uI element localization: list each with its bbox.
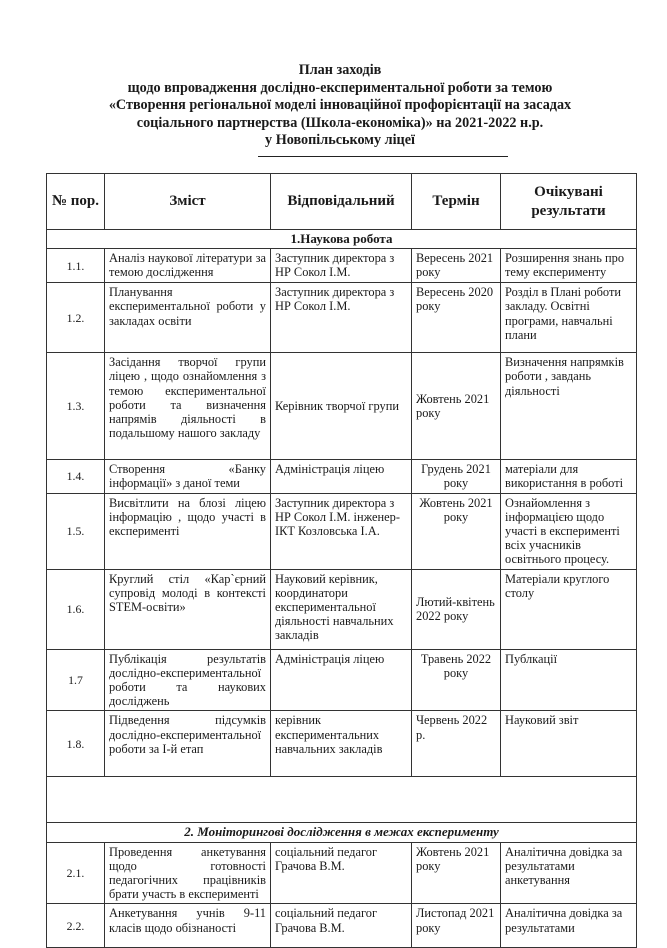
table-row [47, 649, 637, 711]
title-line-5: у Новопільському ліцеї [265, 132, 415, 148]
title-line-1: План заходів [298, 62, 382, 78]
spacer-cell [47, 777, 637, 823]
row-result: Публкації [501, 649, 637, 711]
table-row [47, 249, 637, 283]
row-num: 2.1. [47, 842, 105, 904]
row-num: 1.1. [47, 249, 105, 283]
row-result: Матеріали круглого столу [501, 569, 637, 649]
row-responsible: соціальний педагог Грачова В.М. [271, 904, 412, 948]
row-responsible: Адміністрація ліцею [271, 460, 412, 493]
row-content: Аналіз наукової літератури за темою дослідження [105, 249, 271, 283]
row-num: 2.2. [47, 904, 105, 948]
table-header-row [47, 174, 637, 230]
section-heading-1 [47, 230, 637, 249]
row-responsible: Адміністрація ліцею [271, 649, 412, 711]
header-num: № пор. [47, 174, 105, 230]
spacer-row [47, 777, 637, 823]
header-content: Зміст [105, 174, 271, 230]
table-row [47, 283, 637, 353]
section-1-title: 1.Наукова робота [47, 230, 637, 249]
row-responsible: Заступник директора з НР Сокол І.М. інженер- ІКТ Козловська І.А. [271, 493, 412, 569]
row-result: матеріали для використання в роботі [501, 460, 637, 493]
row-content: Висвітлити на блозі ліцею інформацію , щодо участі в експерименті [105, 493, 271, 569]
row-term: Травень 2022 року [412, 649, 501, 711]
row-term: Червень 2022 р. [412, 711, 501, 777]
row-term: Жовтень 2021 року [412, 493, 501, 569]
row-result: Ознайомлення з інформацією щодо участі в експерименті всіх учасників освітнього процесу. [501, 493, 637, 569]
row-content: Проведення анкетування щодо готовності педагогічних працівників брати участь в експерименті [105, 842, 271, 904]
row-content: Анкетування учнів 9-11 класів щодо обізнаності [105, 904, 271, 948]
row-term: Лютий-квітень 2022 року [412, 569, 501, 649]
row-result: Науковий звіт [501, 711, 637, 777]
row-term: Вересень 2021 року [412, 249, 501, 283]
row-responsible: Керівник творчої групи [271, 353, 412, 460]
row-responsible: Науковий керівник, координатори експериментальної діяльності навчальних закладів [271, 569, 412, 649]
row-term: Жовтень 2021 року [412, 353, 501, 460]
table-row [47, 711, 637, 777]
row-num: 1.7 [47, 649, 105, 711]
table-row [47, 493, 637, 569]
row-content: Підведення підсумків дослідно-експериментальної роботи за І-й етап [105, 711, 271, 777]
table-row [47, 904, 637, 948]
title-line-4: соціального партнерства (Школа-економіка)» на 2021-2022 н.р. [136, 114, 544, 131]
row-responsible: керівник експериментальних навчальних закладів [271, 711, 412, 777]
table-row [47, 842, 637, 904]
row-content: Публікація результатів дослідно-експериментальної роботи та наукових досліджень [105, 649, 271, 711]
row-num: 1.4. [47, 460, 105, 493]
plan-table [46, 173, 637, 948]
row-term: Грудень 2021 року [412, 460, 501, 493]
document-title [60, 62, 620, 150]
row-result: Аналітична довідка за результатами анкетування [501, 842, 637, 904]
row-responsible: соціальний педагог Грачова В.М. [271, 842, 412, 904]
row-content: Створення «Банку інформації» з даної теми [105, 460, 271, 493]
row-num: 1.5. [47, 493, 105, 569]
row-num: 1.3. [47, 353, 105, 460]
section-2-title: 2. Моніторингові дослідження в межах експерименту [47, 823, 637, 842]
row-term: Вересень 2020 року [412, 283, 501, 353]
row-num: 1.6. [47, 569, 105, 649]
row-term: Жовтень 2021 року [412, 842, 501, 904]
title-underline [258, 156, 508, 157]
row-content: Круглий стіл «Кар`єрний супровід молоді в контексті STEM-освіти» [105, 569, 271, 649]
table-row [47, 569, 637, 649]
row-content: Планування експериментальної роботи у закладах освіти [105, 283, 271, 353]
row-responsible: Заступник директора з НР Сокол І.М. [271, 249, 412, 283]
row-num: 1.8. [47, 711, 105, 777]
row-term: Листопад 2021 року [412, 904, 501, 948]
header-responsible: Відповідальний [271, 174, 412, 230]
row-result: Аналітична довідка за результатами [501, 904, 637, 948]
header-result: Очікувані результати [501, 174, 637, 230]
row-result: Розділ в Плані роботи закладу. Освітні програми, навчальні плани [501, 283, 637, 353]
table-row [47, 460, 637, 493]
title-line-2: щодо впровадження дослідно-експериментальної роботи за темою [127, 79, 553, 96]
row-num: 1.2. [47, 283, 105, 353]
header-term: Термін [412, 174, 501, 230]
row-content: Засідання творчої групи ліцею , щодо ознайомлення з темою експериментальної роботи та визначення напрямів діяльності в подальшому нашого закладу [105, 353, 271, 460]
section-heading-2 [47, 823, 637, 842]
title-line-3: «Створення регіональної моделі інноваційної профорієнтації на засадах [108, 97, 572, 113]
row-responsible: Заступник директора з НР Сокол І.М. [271, 283, 412, 353]
row-result: Розширення знань про тему експерименту [501, 249, 637, 283]
table-row [47, 353, 637, 460]
row-result: Визначення напрямків роботи , завдань діяльності [501, 353, 637, 460]
